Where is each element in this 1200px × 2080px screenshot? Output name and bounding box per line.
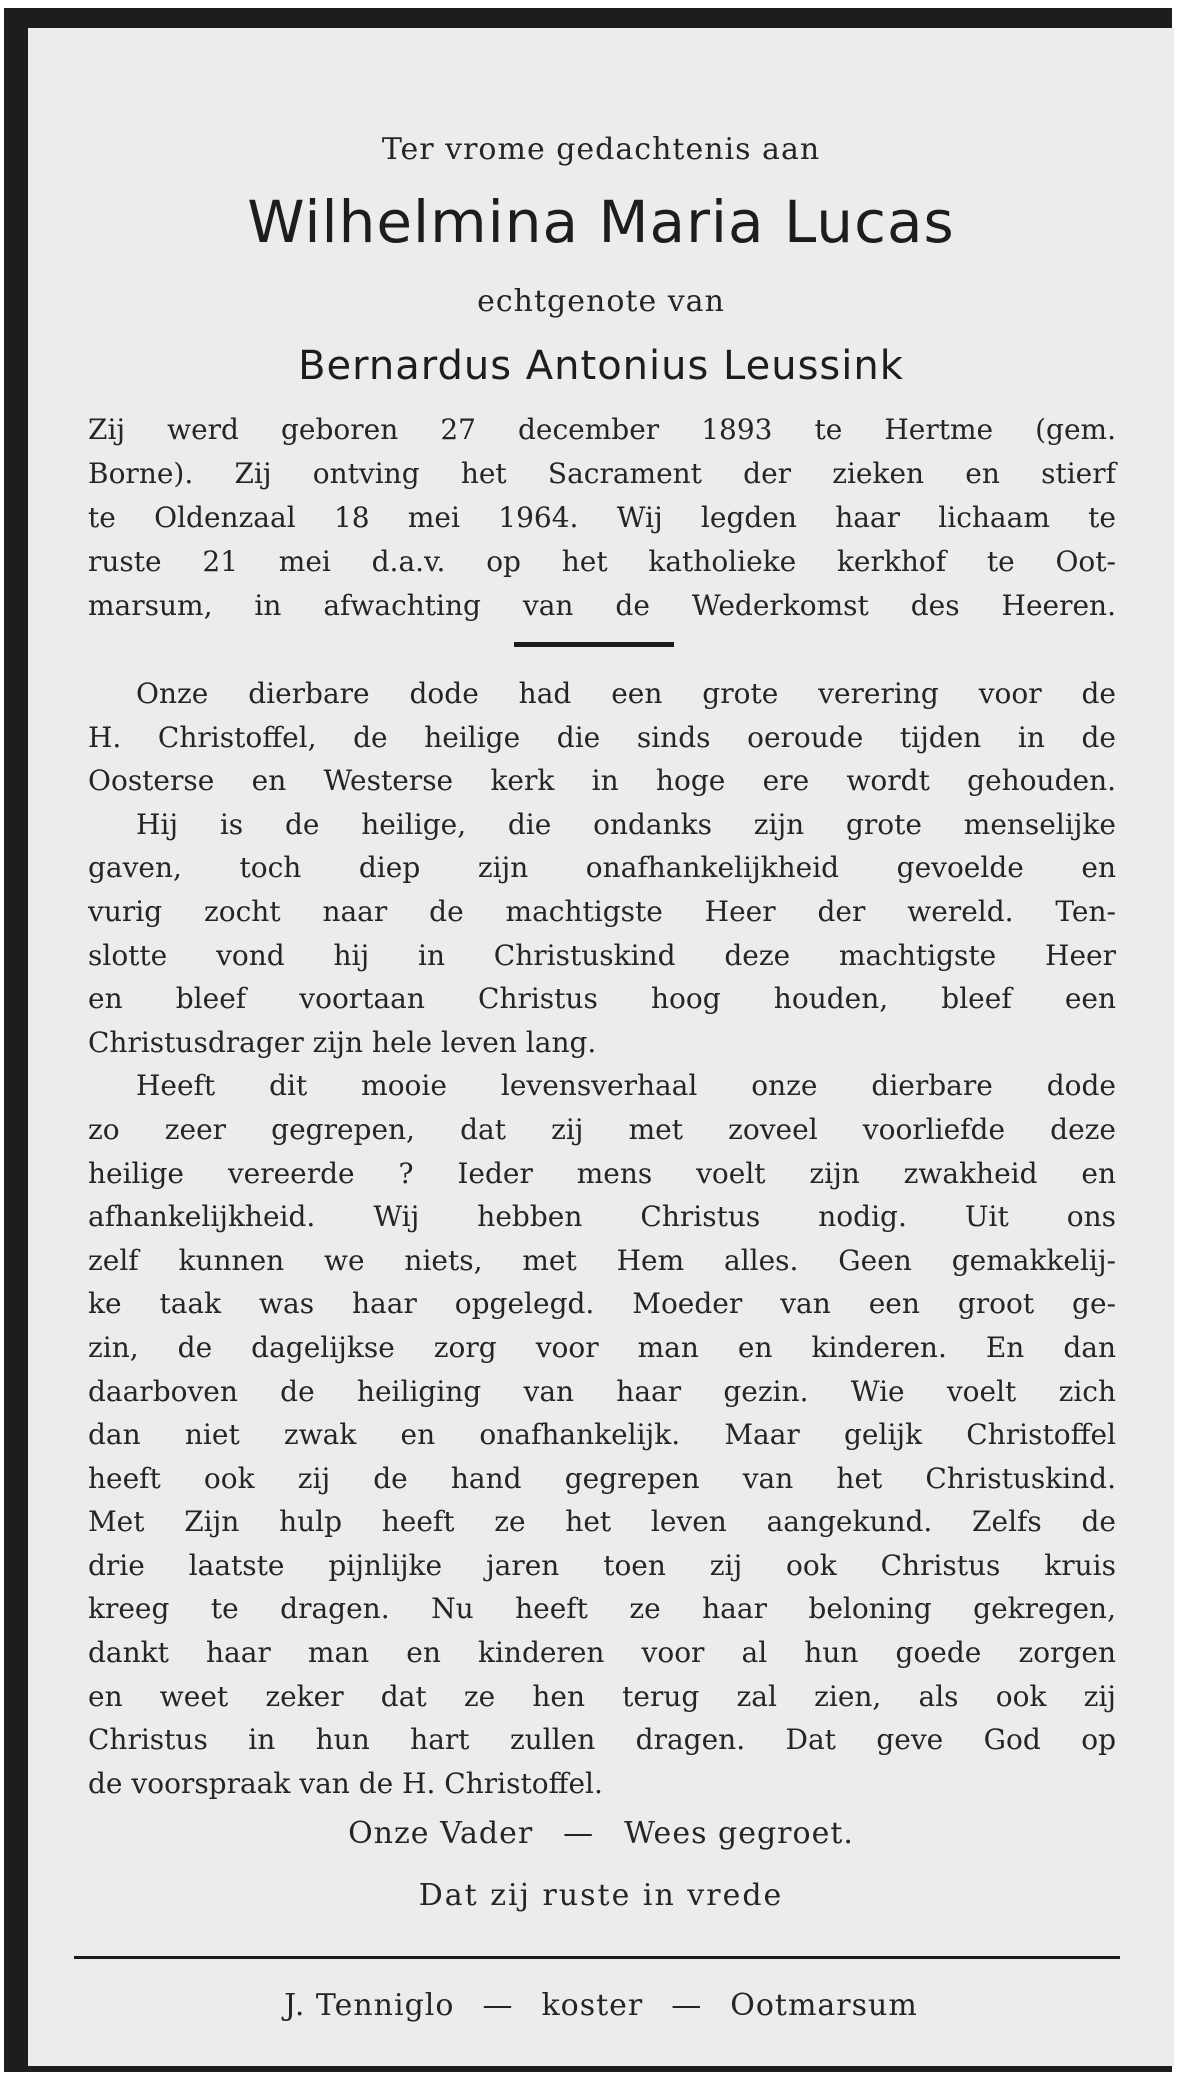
story-line: H. Christoffel, de heilige die sinds oeroude tijden in de bbox=[88, 720, 1116, 754]
footer-dash: — bbox=[671, 1988, 703, 2023]
story-line: ke taak was haar opgelegd. Moeder van een groot ge- bbox=[88, 1287, 1116, 1321]
bio-line: te Oldenzaal 18 mei 1964. Wij legden haar lichaam te bbox=[88, 501, 1116, 534]
story-line: kreeg te dragen. Nu heeft ze haar beloning gekregen, bbox=[88, 1592, 1116, 1626]
deceased-name: Wilhelmina Maria Lucas bbox=[247, 188, 955, 256]
story-line: afhankelijkheid. Wij hebben Christus nodig. Uit ons bbox=[88, 1200, 1116, 1234]
story-line: zo zeer gegrepen, dat zij met zoveel voorliefde deze bbox=[88, 1112, 1116, 1146]
footer-place: Ootmarsum bbox=[730, 1988, 918, 2023]
story-line: en bleef voortaan Christus hoog houden, bleef een bbox=[88, 982, 1116, 1016]
story-line: Christus in hun hart zullen dragen. Dat geve God op bbox=[88, 1723, 1116, 1757]
story-line: Oosterse en Westerse kerk in hoge ere wordt gehouden. bbox=[88, 764, 1116, 798]
footer-dash: — bbox=[482, 1988, 514, 2023]
story-line: en weet zeker dat ze hen terug zal zien, als ook zij bbox=[88, 1679, 1116, 1713]
story-line: drie laatste pijnlijke jaren toen zij ook Christus kruis bbox=[88, 1548, 1116, 1582]
footer-printer: J. Tenniglo bbox=[284, 1988, 455, 2023]
card-face bbox=[28, 28, 1174, 2066]
story-line: slotte vond hij in Christuskind deze machtigste Heer bbox=[88, 938, 1116, 972]
reflection-text bbox=[88, 672, 1116, 1805]
bottom-rule bbox=[74, 1956, 1120, 1959]
bio-line: ruste 21 mei d.a.v. op het katholieke kerkhof te Oot- bbox=[88, 545, 1116, 578]
story-line: heeft ook zij de hand gegrepen van het Christuskind. bbox=[88, 1461, 1116, 1495]
printer-footer bbox=[28, 1988, 1174, 2023]
memorial-card bbox=[4, 8, 1172, 2072]
story-line: de voorspraak van de H. Christoffel. bbox=[88, 1766, 603, 1800]
bio-line: Zij werd geboren 27 december 1893 te Hertme (gem. bbox=[88, 413, 1116, 446]
story-line: dankt haar man en kinderen voor al hun goede zorgen bbox=[88, 1636, 1116, 1670]
story-line: Heeft dit mooie levensverhaal onze dierbare dode bbox=[136, 1069, 1116, 1103]
divider-rule bbox=[514, 642, 674, 647]
story-line: Met Zijn hulp heeft ze het leven aangekund. Zelfs de bbox=[88, 1505, 1116, 1539]
story-line: Hij is de heilige, die ondanks zijn grote menselijke bbox=[136, 807, 1116, 841]
prayer-line bbox=[28, 1816, 1174, 1851]
story-line: zelf kunnen we niets, met Hem alles. Geen gemakkelij- bbox=[88, 1243, 1116, 1277]
footer-role: koster bbox=[541, 1988, 644, 2023]
story-line: gaven, toch diep zijn onafhankelijkheid gevoelde en bbox=[88, 851, 1116, 885]
spouse-label: echtgenote van bbox=[477, 284, 725, 319]
story-line: heilige vereerde ? Ieder mens voelt zijn zwakheid en bbox=[88, 1156, 1116, 1190]
biography bbox=[88, 408, 1116, 628]
story-line: vurig zocht naar de machtigste Heer der wereld. Ten- bbox=[88, 894, 1116, 928]
bio-line: Borne). Zij ontving het Sacrament der zieken en stierf bbox=[88, 457, 1116, 490]
story-line: daarboven de heiliging van haar gezin. Wie voelt zich bbox=[88, 1374, 1116, 1408]
story-line: zin, de dagelijkse zorg voor man en kinderen. En dan bbox=[88, 1330, 1116, 1364]
prayer-our-father: Onze Vader bbox=[348, 1816, 534, 1851]
intro-line: Ter vrome gedachtenis aan bbox=[381, 132, 821, 167]
prayer-hail-mary: Wees gegroet. bbox=[624, 1816, 854, 1851]
story-line: Onze dierbare dode had een grote verering voor de bbox=[136, 677, 1116, 710]
spouse-name: Bernardus Antonius Leussink bbox=[298, 343, 904, 389]
story-line: dan niet zwak en onafhankelijk. Maar gelijk Christoffel bbox=[88, 1418, 1116, 1452]
bio-line: marsum, in afwachting van de Wederkomst des Heeren. bbox=[88, 589, 1116, 622]
story-line: Christusdrager zijn hele leven lang. bbox=[88, 1025, 597, 1059]
rest-in-peace: Dat zij ruste in vrede bbox=[418, 1878, 784, 1913]
prayer-dash: — bbox=[563, 1816, 595, 1851]
